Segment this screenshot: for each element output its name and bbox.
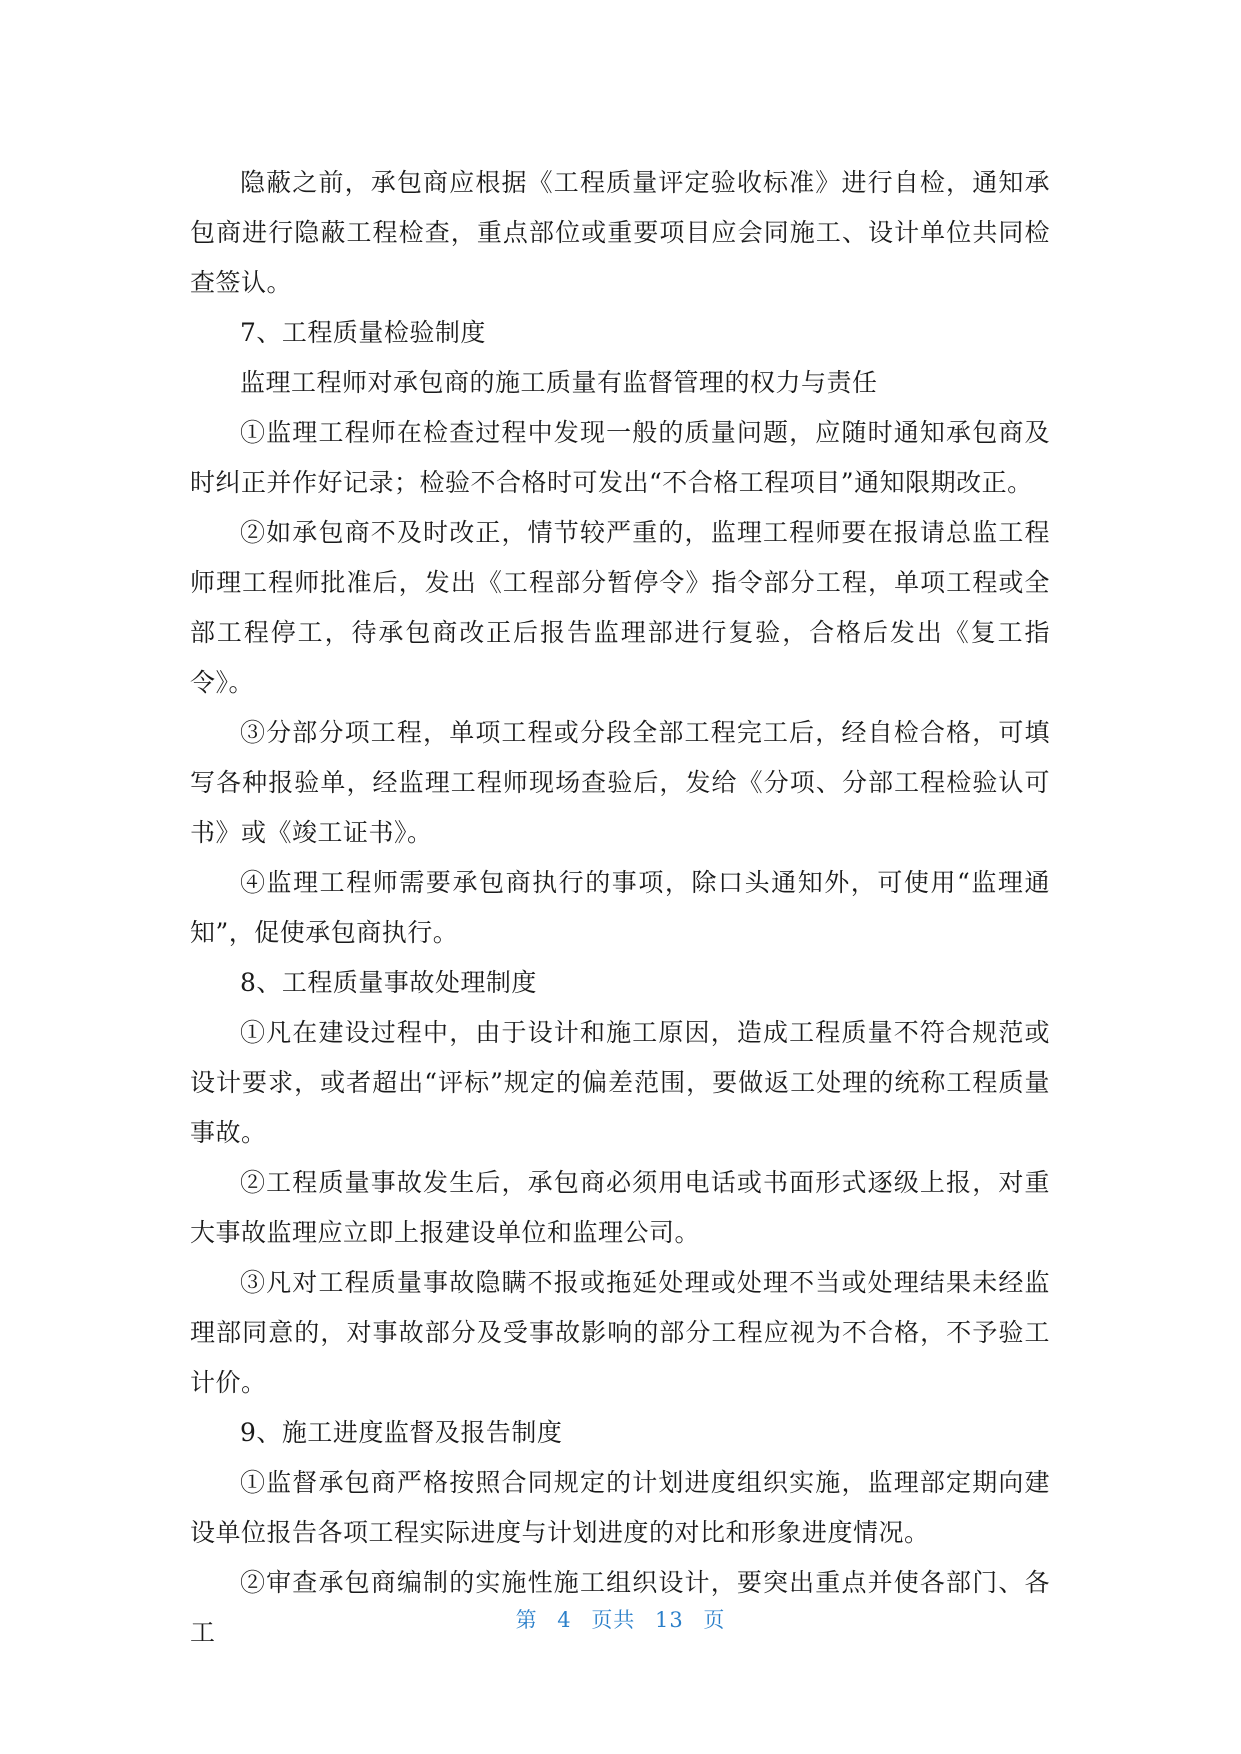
paragraph: ①监理工程师在检查过程中发现一般的质量问题，应随时通知承包商及时纠正并作好记录；检验不合格时可发出“不合格工程项目”通知限期改正。 bbox=[190, 418, 1050, 497]
section-heading: 8、工程质量事故处理制度 bbox=[240, 968, 537, 997]
paragraph: ①监督承包商严格按照合同规定的计划进度组织实施，监理部定期向建设单位报告各项工程实际进度与计划进度的对比和形象进度情况。 bbox=[190, 1468, 1050, 1547]
total-page-count: 13 bbox=[655, 1608, 684, 1632]
paragraph: 监理工程师对承包商的施工质量有监督管理的权力与责任 bbox=[240, 368, 878, 397]
paragraph: ④监理工程师需要承包商执行的事项，除口头通知外，可使用“监理通知”，促使承包商执行。 bbox=[190, 868, 1050, 947]
document-body bbox=[190, 158, 1050, 1658]
paragraph: ②工程质量事故发生后，承包商必须用电话或书面形式逐级上报，对重大事故监理应立即上报建设单位和监理公司。 bbox=[190, 1168, 1050, 1247]
footer-prefix: 第 bbox=[515, 1608, 538, 1632]
page-number-footer bbox=[0, 1604, 1241, 1634]
paragraph: ①凡在建设过程中，由于设计和施工原因，造成工程质量不符合规范或设计要求，或者超出“评标”规定的偏差范围，要做返工处理的统称工程质量事故。 bbox=[190, 1018, 1050, 1147]
paragraph: ③分部分项工程，单项工程或分段全部工程完工后，经自检合格，可填写各种报验单，经监理工程师现场查验后，发给《分项、分部工程检验认可书》或《竣工证书》。 bbox=[190, 718, 1050, 847]
section-heading: 7、工程质量检验制度 bbox=[240, 318, 486, 347]
paragraph: ②如承包商不及时改正，情节较严重的，监理工程师要在报请总监工程师理工程师批准后，发出《工程部分暂停令》指令部分工程，单项工程或全部工程停工，待承包商改正后报告监理部进行复验，合格后发出《复工指令》。 bbox=[190, 518, 1050, 697]
current-page-number: 4 bbox=[557, 1608, 572, 1632]
paragraph: ②审查承包商编制的实施性施工组织设计，要突出重点并使各部门、各工 bbox=[190, 1568, 1050, 1647]
footer-middle: 页共 bbox=[591, 1608, 636, 1632]
section-heading: 9、施工进度监督及报告制度 bbox=[240, 1418, 563, 1447]
paragraph: 隐蔽之前，承包商应根据《工程质量评定验收标准》进行自检，通知承包商进行隐蔽工程检查，重点部位或重要项目应会同施工、设计单位共同检查签认。 bbox=[190, 168, 1050, 297]
paragraph: ③凡对工程质量事故隐瞒不报或拖延处理或处理不当或处理结果未经监理部同意的，对事故部分及受事故影响的部分工程应视为不合格，不予验工计价。 bbox=[190, 1268, 1050, 1397]
footer-suffix: 页 bbox=[703, 1608, 726, 1632]
